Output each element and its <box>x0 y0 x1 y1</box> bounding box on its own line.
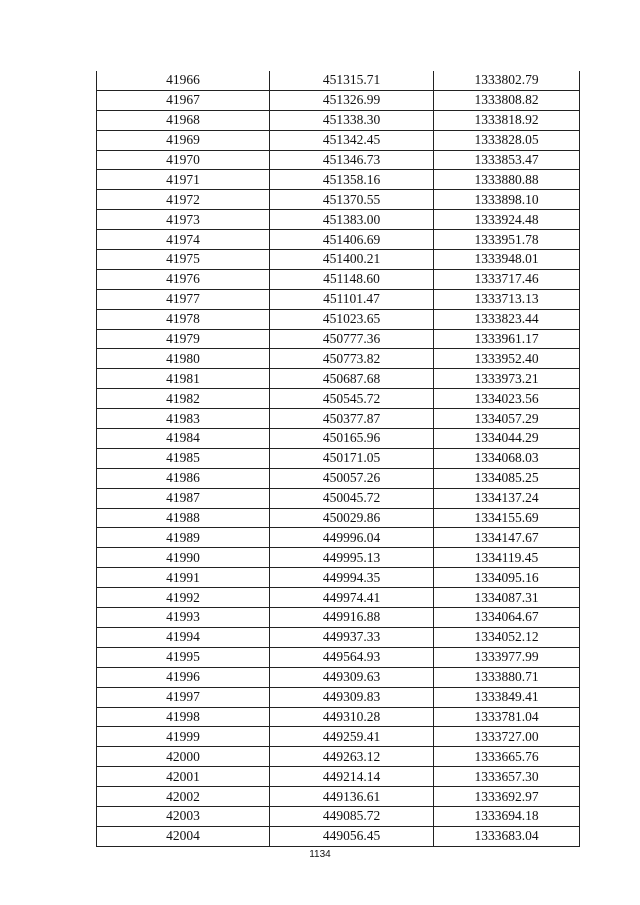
y-coordinate-cell: 1333727.00 <box>434 727 580 747</box>
y-coordinate-cell: 1333977.99 <box>434 647 580 667</box>
point-id-cell: 41966 <box>97 71 270 90</box>
x-coordinate-cell: 449996.04 <box>270 528 434 548</box>
y-coordinate-cell: 1333802.79 <box>434 71 580 90</box>
point-id-cell: 41982 <box>97 389 270 409</box>
x-coordinate-cell: 451315.71 <box>270 71 434 90</box>
point-id-cell: 41981 <box>97 369 270 389</box>
y-coordinate-cell: 1333694.18 <box>434 806 580 826</box>
table-row <box>97 767 580 787</box>
table-row <box>97 190 580 210</box>
table-row <box>97 468 580 488</box>
point-id-cell: 42004 <box>97 826 270 846</box>
x-coordinate-cell: 451406.69 <box>270 230 434 250</box>
point-id-cell: 41967 <box>97 90 270 110</box>
point-id-cell: 41988 <box>97 508 270 528</box>
y-coordinate-cell: 1334087.31 <box>434 588 580 608</box>
x-coordinate-cell: 449564.93 <box>270 647 434 667</box>
y-coordinate-cell: 1333948.01 <box>434 250 580 270</box>
point-id-cell: 42003 <box>97 806 270 826</box>
table-row <box>97 369 580 389</box>
table-row <box>97 608 580 628</box>
x-coordinate-cell: 450171.05 <box>270 448 434 468</box>
table-row <box>97 488 580 508</box>
x-coordinate-cell: 449214.14 <box>270 767 434 787</box>
table-row <box>97 90 580 110</box>
table-row <box>97 448 580 468</box>
table-row <box>97 230 580 250</box>
x-coordinate-cell: 451342.45 <box>270 130 434 150</box>
x-coordinate-cell: 449974.41 <box>270 588 434 608</box>
table-row <box>97 71 580 90</box>
point-id-cell: 42002 <box>97 787 270 807</box>
x-coordinate-cell: 451023.65 <box>270 309 434 329</box>
y-coordinate-cell: 1334057.29 <box>434 409 580 429</box>
point-id-cell: 41987 <box>97 488 270 508</box>
y-coordinate-cell: 1333828.05 <box>434 130 580 150</box>
table-row <box>97 289 580 309</box>
table-row <box>97 389 580 409</box>
x-coordinate-cell: 450545.72 <box>270 389 434 409</box>
x-coordinate-cell: 449916.88 <box>270 608 434 628</box>
x-coordinate-cell: 451400.21 <box>270 250 434 270</box>
point-id-cell: 41996 <box>97 667 270 687</box>
table-row <box>97 429 580 449</box>
table-row <box>97 528 580 548</box>
table-row <box>97 130 580 150</box>
x-coordinate-cell: 451101.47 <box>270 289 434 309</box>
x-coordinate-cell: 450777.36 <box>270 329 434 349</box>
point-id-cell: 41973 <box>97 210 270 230</box>
x-coordinate-cell: 450045.72 <box>270 488 434 508</box>
table-row <box>97 787 580 807</box>
y-coordinate-cell: 1333818.92 <box>434 110 580 130</box>
table-row <box>97 588 580 608</box>
y-coordinate-cell: 1334155.69 <box>434 508 580 528</box>
table-row <box>97 687 580 707</box>
table-row <box>97 747 580 767</box>
point-id-cell: 41979 <box>97 329 270 349</box>
x-coordinate-cell: 450165.96 <box>270 429 434 449</box>
x-coordinate-cell: 449136.61 <box>270 787 434 807</box>
y-coordinate-cell: 1333880.71 <box>434 667 580 687</box>
table-row <box>97 150 580 170</box>
x-coordinate-cell: 451383.00 <box>270 210 434 230</box>
point-id-cell: 41990 <box>97 548 270 568</box>
point-id-cell: 41976 <box>97 269 270 289</box>
x-coordinate-cell: 451358.16 <box>270 170 434 190</box>
x-coordinate-cell: 451338.30 <box>270 110 434 130</box>
table-row <box>97 568 580 588</box>
point-id-cell: 41997 <box>97 687 270 707</box>
point-id-cell: 41986 <box>97 468 270 488</box>
x-coordinate-cell: 449310.28 <box>270 707 434 727</box>
x-coordinate-cell: 450377.87 <box>270 409 434 429</box>
x-coordinate-cell: 450687.68 <box>270 369 434 389</box>
table-body <box>97 71 580 846</box>
point-id-cell: 41989 <box>97 528 270 548</box>
table-row <box>97 309 580 329</box>
point-id-cell: 41994 <box>97 627 270 647</box>
y-coordinate-cell: 1333880.88 <box>434 170 580 190</box>
point-id-cell: 41974 <box>97 230 270 250</box>
table-row <box>97 826 580 846</box>
table-row <box>97 250 580 270</box>
x-coordinate-cell: 449309.63 <box>270 667 434 687</box>
y-coordinate-cell: 1334064.67 <box>434 608 580 628</box>
y-coordinate-cell: 1333823.44 <box>434 309 580 329</box>
table-row <box>97 409 580 429</box>
table-row <box>97 667 580 687</box>
x-coordinate-cell: 449056.45 <box>270 826 434 846</box>
x-coordinate-cell: 449259.41 <box>270 727 434 747</box>
point-id-cell: 41978 <box>97 309 270 329</box>
table-row <box>97 210 580 230</box>
y-coordinate-cell: 1333973.21 <box>434 369 580 389</box>
y-coordinate-cell: 1333853.47 <box>434 150 580 170</box>
table-row <box>97 269 580 289</box>
point-id-cell: 41992 <box>97 588 270 608</box>
y-coordinate-cell: 1333849.41 <box>434 687 580 707</box>
point-id-cell: 41993 <box>97 608 270 628</box>
point-id-cell: 41999 <box>97 727 270 747</box>
y-coordinate-cell: 1334023.56 <box>434 389 580 409</box>
y-coordinate-cell: 1333924.48 <box>434 210 580 230</box>
y-coordinate-cell: 1334147.67 <box>434 528 580 548</box>
point-id-cell: 41985 <box>97 448 270 468</box>
x-coordinate-cell: 451326.99 <box>270 90 434 110</box>
y-coordinate-cell: 1334119.45 <box>434 548 580 568</box>
y-coordinate-cell: 1333683.04 <box>434 826 580 846</box>
table-row <box>97 508 580 528</box>
point-id-cell: 41980 <box>97 349 270 369</box>
x-coordinate-cell: 449937.33 <box>270 627 434 647</box>
x-coordinate-cell: 449994.35 <box>270 568 434 588</box>
y-coordinate-cell: 1334044.29 <box>434 429 580 449</box>
x-coordinate-cell: 450057.26 <box>270 468 434 488</box>
y-coordinate-cell: 1334085.25 <box>434 468 580 488</box>
y-coordinate-cell: 1333961.17 <box>434 329 580 349</box>
table-row <box>97 329 580 349</box>
x-coordinate-cell: 451346.73 <box>270 150 434 170</box>
point-id-cell: 42001 <box>97 767 270 787</box>
x-coordinate-cell: 449309.83 <box>270 687 434 707</box>
x-coordinate-cell: 450029.86 <box>270 508 434 528</box>
point-id-cell: 41998 <box>97 707 270 727</box>
page-number: 1134 <box>309 849 331 860</box>
y-coordinate-cell: 1333808.82 <box>434 90 580 110</box>
table-row <box>97 548 580 568</box>
x-coordinate-cell: 450773.82 <box>270 349 434 369</box>
y-coordinate-cell: 1333665.76 <box>434 747 580 767</box>
y-coordinate-cell: 1333713.13 <box>434 289 580 309</box>
y-coordinate-cell: 1334095.16 <box>434 568 580 588</box>
y-coordinate-cell: 1333692.97 <box>434 787 580 807</box>
table-row <box>97 110 580 130</box>
x-coordinate-cell: 449995.13 <box>270 548 434 568</box>
coordinate-table <box>96 71 579 847</box>
point-id-cell: 41977 <box>97 289 270 309</box>
y-coordinate-cell: 1334068.03 <box>434 448 580 468</box>
y-coordinate-cell: 1333951.78 <box>434 230 580 250</box>
table-row <box>97 806 580 826</box>
table-row <box>97 647 580 667</box>
point-id-cell: 41991 <box>97 568 270 588</box>
point-id-cell: 41995 <box>97 647 270 667</box>
y-coordinate-cell: 1333781.04 <box>434 707 580 727</box>
point-id-cell: 41972 <box>97 190 270 210</box>
x-coordinate-cell: 449085.72 <box>270 806 434 826</box>
y-coordinate-cell: 1334137.24 <box>434 488 580 508</box>
point-id-cell: 41975 <box>97 250 270 270</box>
point-id-cell: 42000 <box>97 747 270 767</box>
point-id-cell: 41970 <box>97 150 270 170</box>
table-row <box>97 349 580 369</box>
point-id-cell: 41971 <box>97 170 270 190</box>
x-coordinate-cell: 451370.55 <box>270 190 434 210</box>
x-coordinate-cell: 449263.12 <box>270 747 434 767</box>
table-row <box>97 170 580 190</box>
y-coordinate-cell: 1333952.40 <box>434 349 580 369</box>
point-id-cell: 41968 <box>97 110 270 130</box>
point-id-cell: 41983 <box>97 409 270 429</box>
y-coordinate-cell: 1333898.10 <box>434 190 580 210</box>
table-row <box>97 727 580 747</box>
y-coordinate-cell: 1333717.46 <box>434 269 580 289</box>
point-id-cell: 41984 <box>97 429 270 449</box>
y-coordinate-cell: 1334052.12 <box>434 627 580 647</box>
point-id-cell: 41969 <box>97 130 270 150</box>
table-row <box>97 627 580 647</box>
x-coordinate-cell: 451148.60 <box>270 269 434 289</box>
y-coordinate-cell: 1333657.30 <box>434 767 580 787</box>
table-row <box>97 707 580 727</box>
